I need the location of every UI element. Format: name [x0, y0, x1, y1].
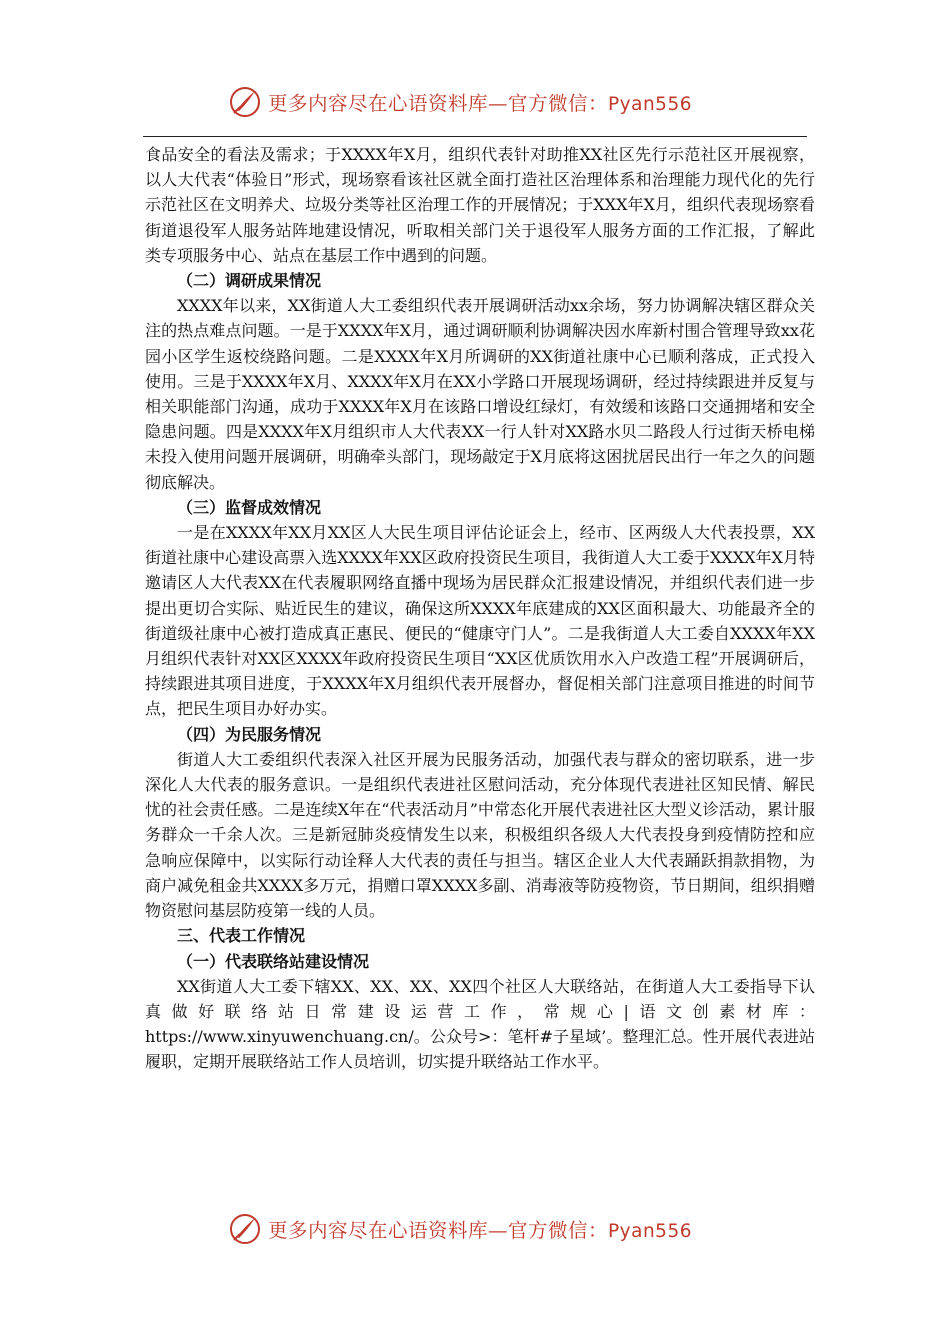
chapter-heading: 三、代表工作情况 — [177, 926, 306, 946]
section-heading: （三）监督成效情况 — [177, 497, 322, 517]
quill-logo-icon — [228, 85, 262, 119]
banner-text: 更多内容尽在心语资料库—官方微信：Pyan556 — [268, 92, 692, 115]
body-paragraph: 食品安全的看法及需求；于XXXX年X月，组织代表针对助推XX社区先行示范社区开展视察，以人大代表“体验日”形式，现场察看该社区就全面打造社区治理体系和治理能力现代化的先行示范社区在文明养犬、垃圾分类等社区治理工作的开展情况；于XXX年X月，组织代表现场察看街道退役军人服务站阵地建设情况，听取相关部门关于退役军人服务方面的工作汇报，了解此类专项服务中心、站点在基层工作中遇到的问题。 — [145, 145, 815, 265]
section-heading: （二）调研成果情况 — [177, 271, 322, 291]
header-banner — [228, 82, 728, 122]
section-heading: （一）代表联络站建设情况 — [177, 951, 370, 971]
body-paragraph: 一是在XXXX年XX月XX区人大民生项目评估论证会上，经市、区两级人大代表投票，XX街道社康中心建设高票入选XXXX年XX区政府投资民生项目，我街道人大工委于XXXX年X月特邀请区人大代表XX在代表履职网络直播中现场为居民群众汇报建设情况，并组织代表们进一步提出更切合实际、贴近民生的建议，确保这所XXXX年底建成的XX区面积最大、功能最齐全的街道级社康中心被打造成真正惠民、便民的“健康守门人”。二是我街道人大工委自XXXX年XX月组织代表针对XX区XXXX年政府投资民生项目“XX区优质饮用水入户改造工程”开展调研后，持续跟进其项目进度，于XXXX年X月组织代表开展督办，督促相关部门注意项目推进的时间节点，把民生项目办好办实。 — [145, 523, 815, 719]
banner-text: 更多内容尽在心语资料库—官方微信：Pyan556 — [268, 1219, 692, 1242]
body-paragraph: 街道人大工委组织代表深入社区开展为民服务活动，加强代表与群众的密切联系，进一步深化人大代表的服务意识。一是组织代表进社区慰问活动，充分体现代表进社区知民情、解民忧的社会责任感。二是连续X年在“代表活动月”中常态化开展代表进社区大型义诊活动，累计服务群众一千余人次。三是新冠肺炎疫情发生以来，积极组织各级人大代表投身到疫情防控和应急响应保障中，以实际行动诠释人大代表的责任与担当。辖区企业人大代表踊跃捐款捐物，为商户减免租金共XXXX多万元，捐赠口罩XXXX多副、消毒液等防疫物资，节日期间，组织捐赠物资慰问基层防疫第一线的人员。 — [145, 749, 815, 921]
body-paragraph: XXXX年以来，XX街道人大工委组织代表开展调研活动xx余场，努力协调解决辖区群众关注的热点难点问题。一是于XXXX年X月，通过调研顺利协调解决因水库新村围合管理导致xx花园小区学生返校绕路问题。二是XXXX年X月所调研的XX街道社康中心已顺利落成，正式投入使用。三是于XXXX年X月、XXXX年X月在XX小学路口开展现场调研，经过持续跟进并反复与相关职能部门沟通，成功于XXXX年X月在该路口增设红绿灯，有效缓和该路口交通拥堵和安全隐患问题。四是XXXX年X月组织市人大代表XX一行人针对XX路水贝二路段人行过街天桥电梯未投入使用问题开展调研，明确牵头部门，现场敲定于X月底将这困扰居民出行一年之久的问题彻底解决。 — [145, 296, 815, 492]
body-paragraph: XX街道人大工委下辖XX、XX、XX、XX四个社区人大联络站，在街道人大工委指导下认真做好联络站日常建设运营工作，常规心|语文创素材库：https://www.xinyuwenchuang.cn/。公众号>：笔杆#子星域’。整理汇总。性开展代表进站履职，定期开展联络站工作人员培训，切实提升联络站工作水平。 — [145, 976, 815, 1072]
document-body — [145, 142, 815, 1075]
quill-logo-icon — [228, 1212, 262, 1246]
footer-banner — [228, 1209, 728, 1249]
header-rule — [143, 136, 807, 137]
section-heading: （四）为民服务情况 — [177, 724, 322, 744]
